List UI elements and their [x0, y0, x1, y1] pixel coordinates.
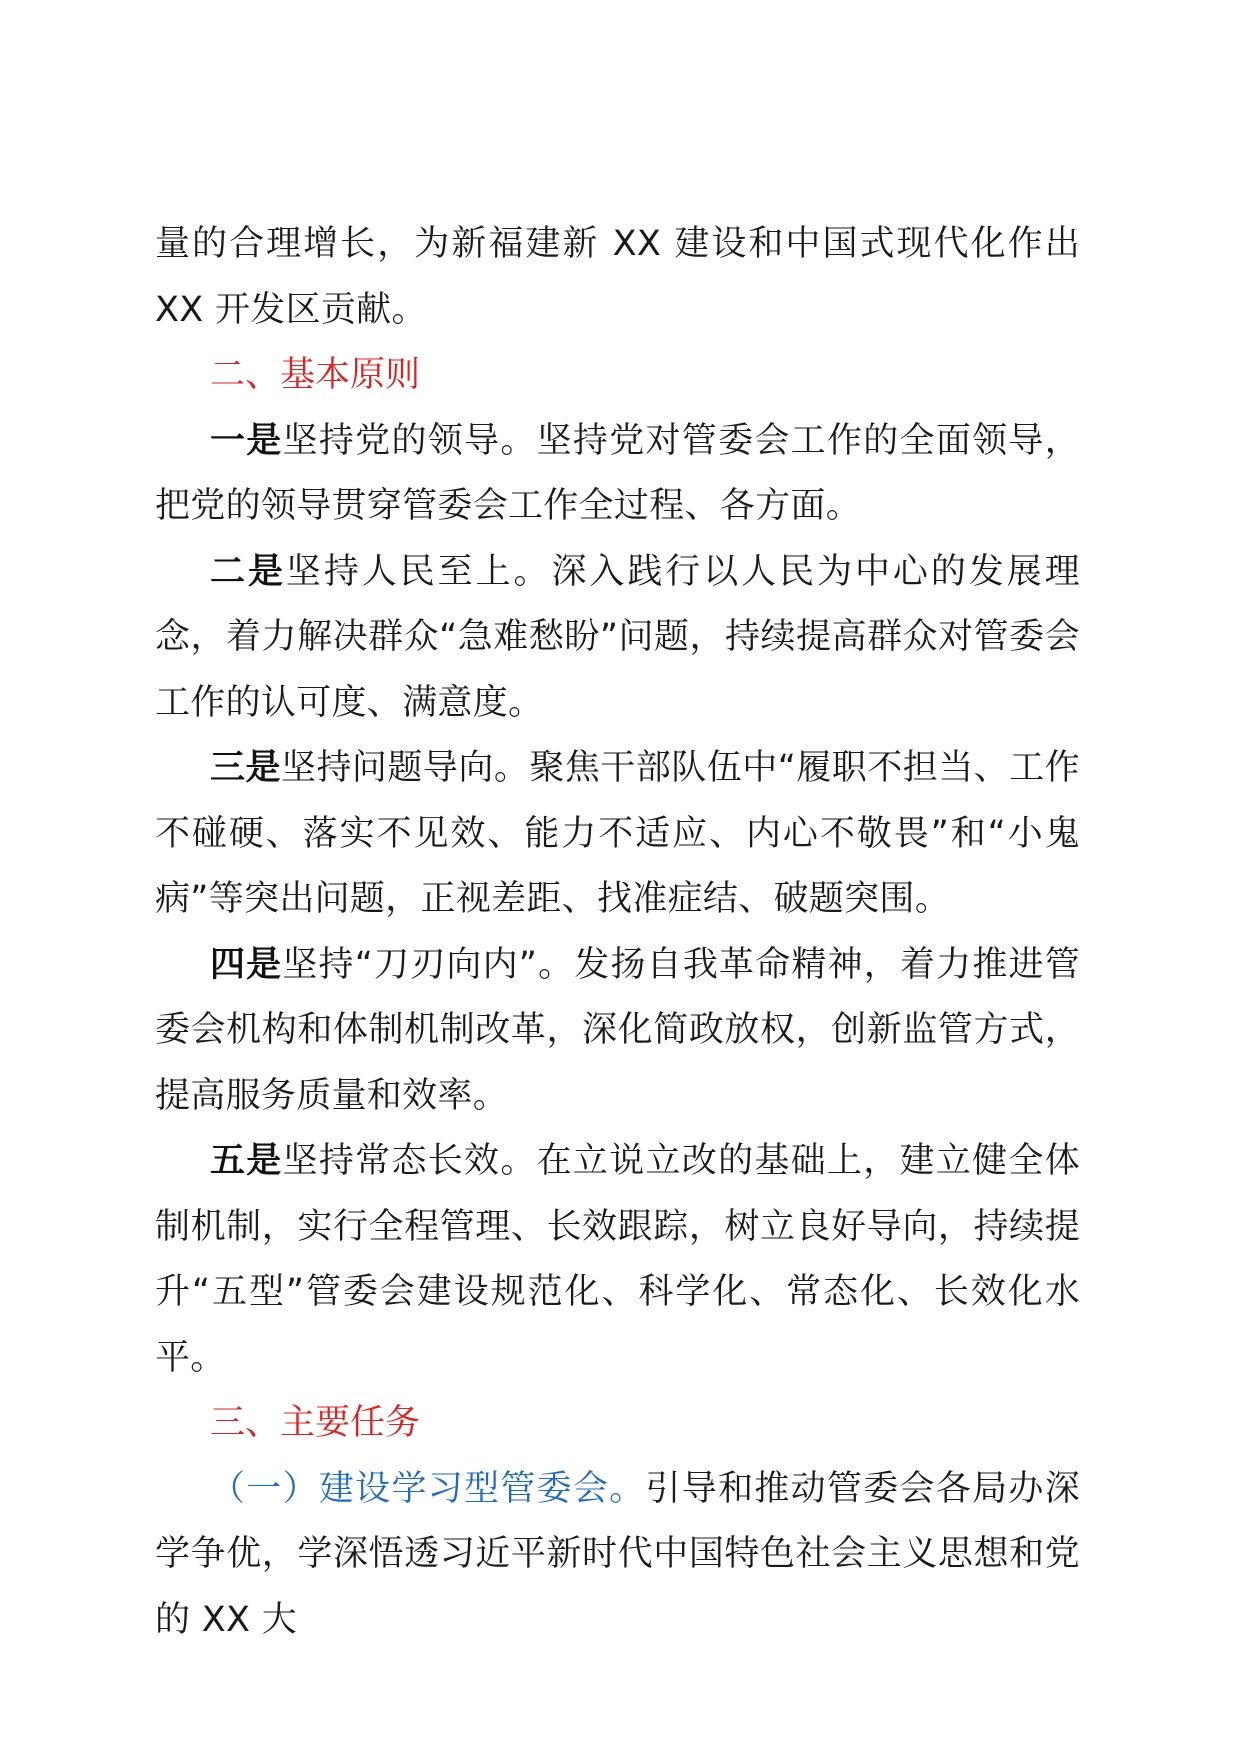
principle-paragraph-1 — [155, 409, 1080, 540]
principle-text: 坚持人民至上。深入践行以人民为中心的发展理念，着力解决群众“急难愁盼”问题，持续提高群众对管委会工作的认可度、满意度。 — [155, 551, 1080, 723]
principle-lead: 五是 — [210, 1141, 283, 1181]
document-page — [155, 212, 1080, 1653]
task-title: （一）建设学习型管委会。 — [210, 1468, 646, 1509]
task-paragraph-1 — [155, 1457, 1080, 1654]
principle-paragraph-3 — [155, 736, 1080, 933]
principle-paragraph-4 — [155, 933, 1080, 1130]
intro-paragraph: 量的合理增长，为新福建新 XX 建设和中国式现代化作出 XX 开发区贡献。 — [155, 224, 1080, 330]
principle-lead: 三是 — [210, 748, 281, 788]
principle-text: 坚持党的领导。坚持党对管委会工作的全面领导，把党的领导贯穿管委会工作全过程、各方面。 — [155, 420, 1080, 526]
principle-text: 坚持常态长效。在立说立改的基础上，建立健全体制机制，实行全程管理、长效跟踪，树立良好导向，持续提升“五型”管委会建设规范化、科学化、常态化、长效化水平。 — [155, 1141, 1080, 1378]
principle-paragraph-2 — [155, 540, 1080, 737]
principle-paragraph-5 — [155, 1129, 1080, 1391]
task-text: 引导和推动管委会各局办深学争优，学深悟透习近平新时代中国特色社会主义思想和党的 XX 大 — [155, 1468, 1080, 1640]
principle-lead: 二是 — [210, 551, 286, 592]
principle-text: 坚持问题导向。聚焦干部队伍中“履职不担当、工作不碰硬、落实不见效、能力不适应、内心不敬畏”和“小鬼病”等突出问题，正视差距、找准症结、破题突围。 — [155, 748, 1080, 919]
section-heading-basic-principles: 二、基本原则 — [210, 355, 421, 395]
principle-text: 坚持“刀刃向内”。发扬自我革命精神，着力推进管委会机构和体制机制改革，深化简政放权，创新监管方式，提高服务质量和效率。 — [155, 944, 1080, 1116]
principle-lead: 四是 — [210, 944, 283, 985]
section-heading-main-tasks: 三、主要任务 — [210, 1403, 421, 1443]
principle-lead: 一是 — [210, 420, 283, 461]
